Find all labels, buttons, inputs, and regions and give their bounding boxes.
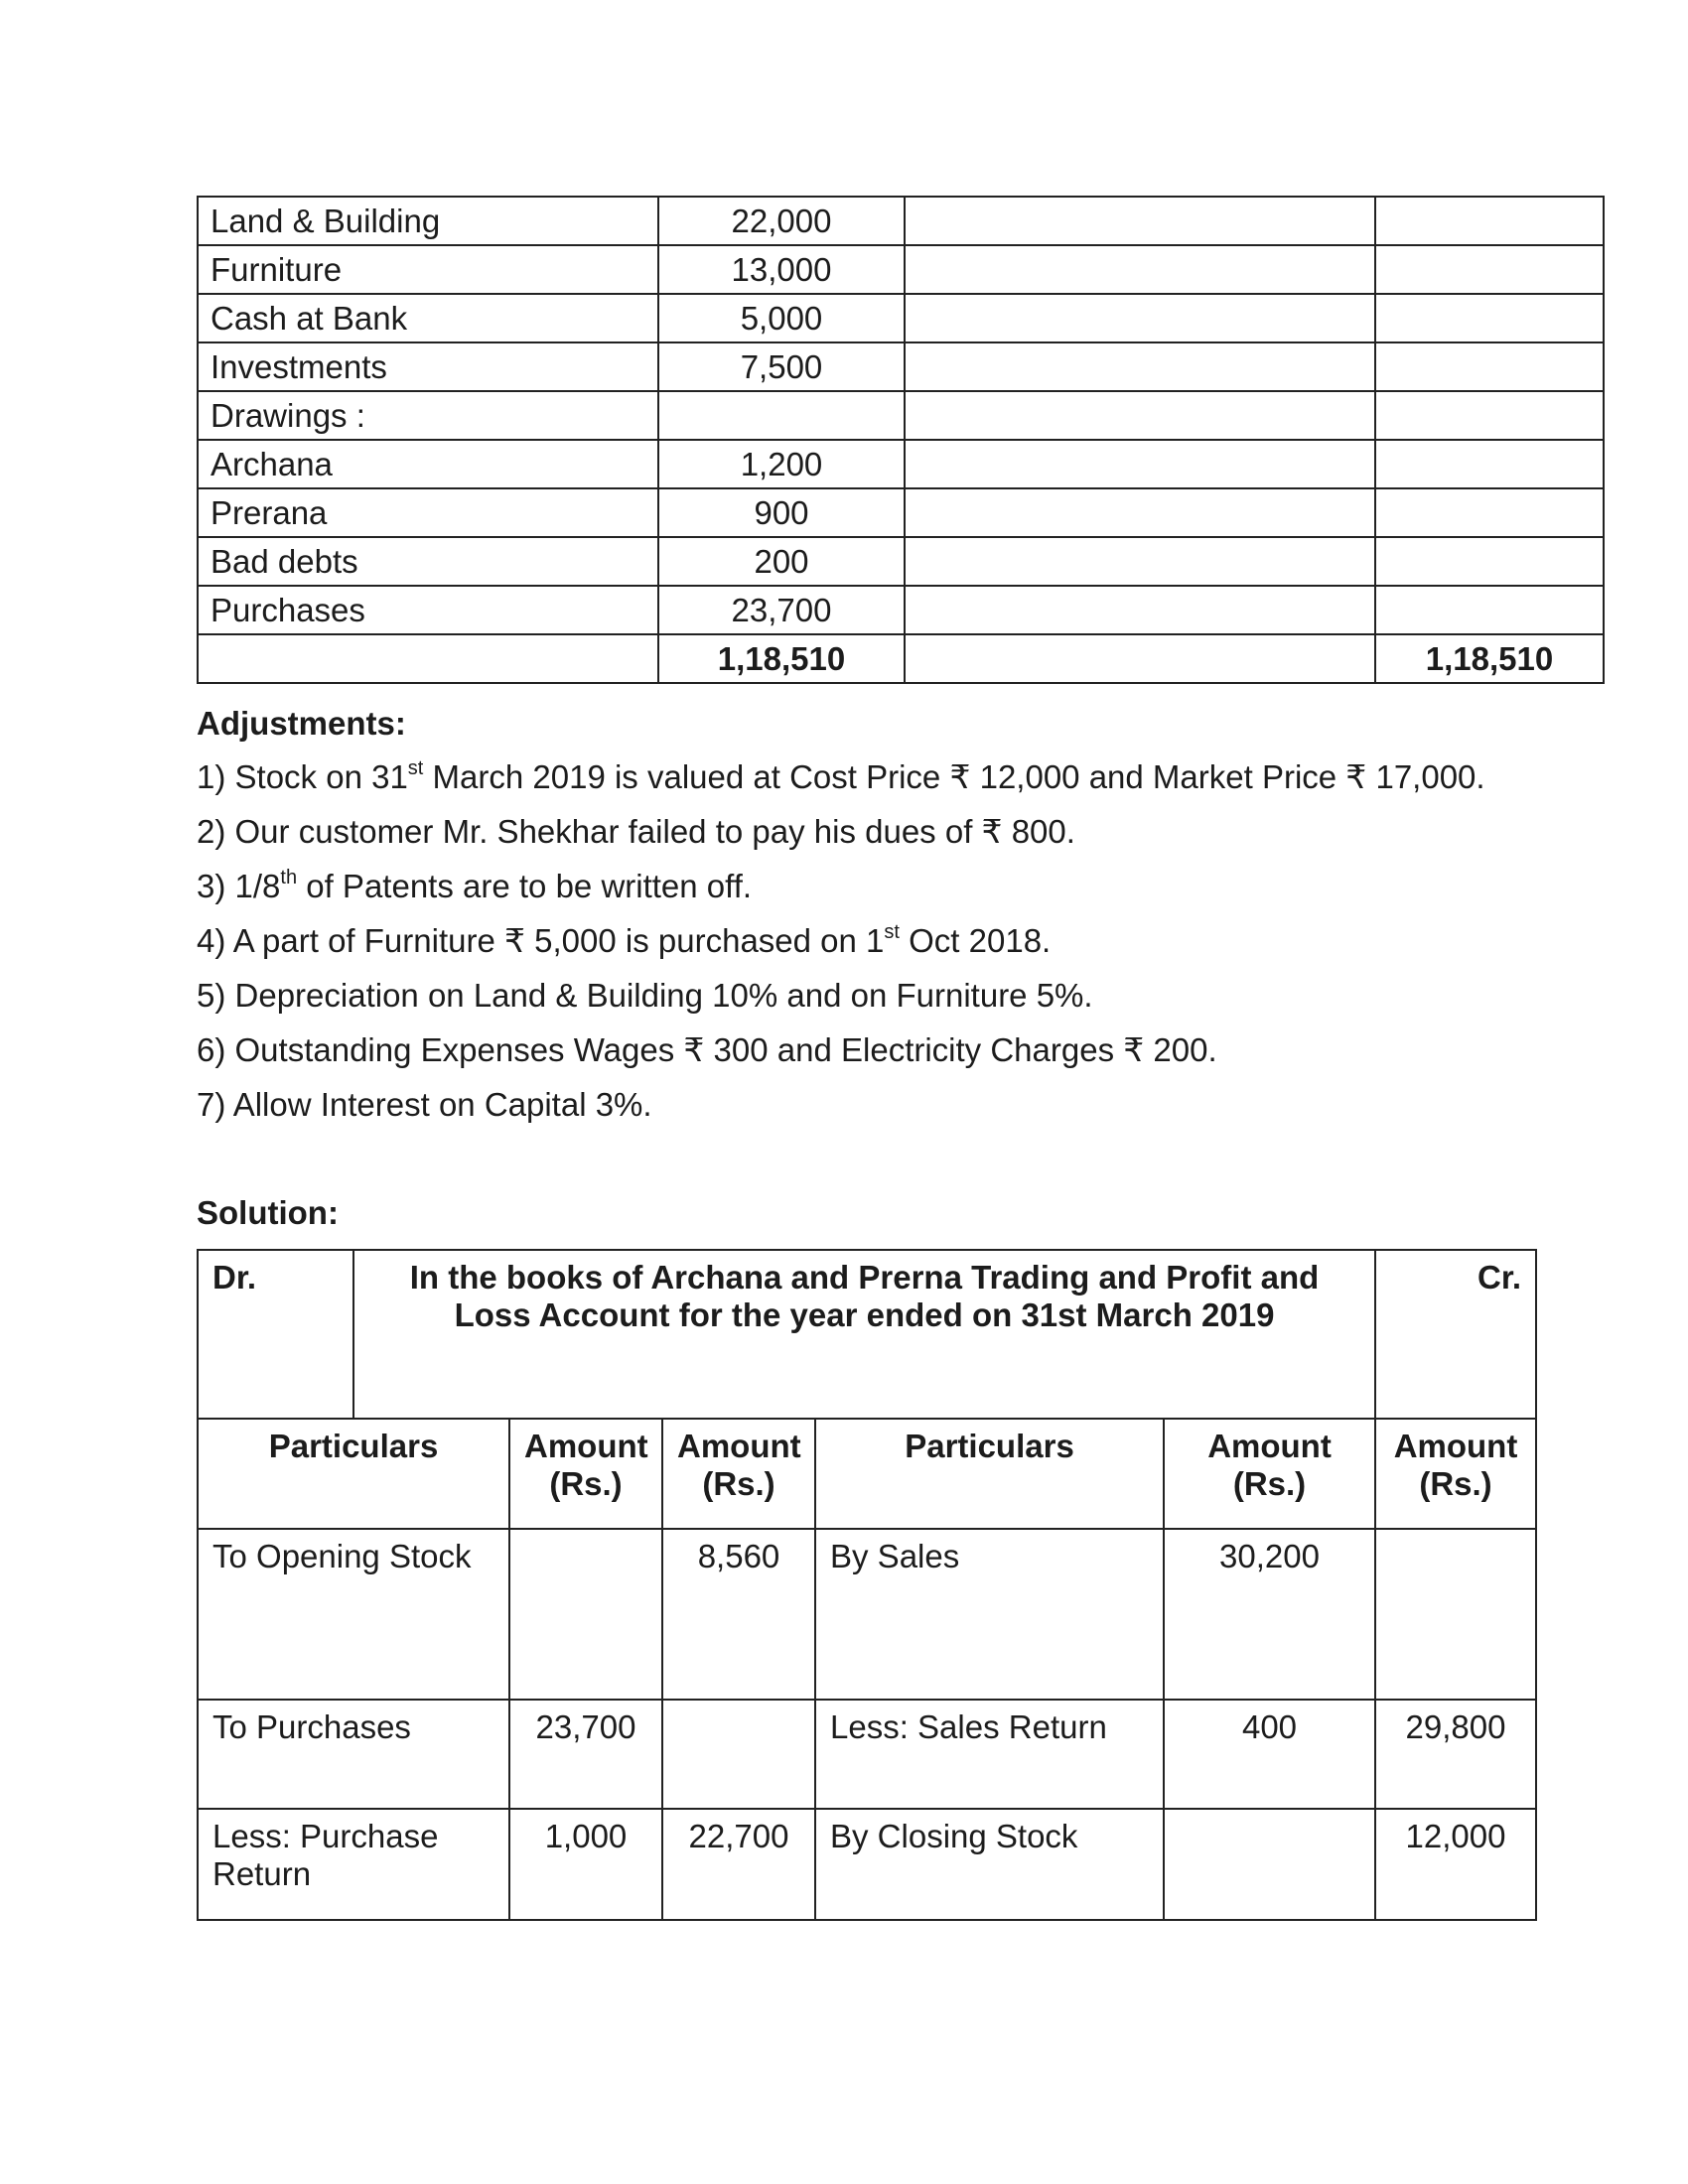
credit-particular: By Sales	[815, 1529, 1164, 1700]
debit-amount-header-2	[662, 1419, 815, 1529]
adjustment-text: 6) Outstanding Expenses Wages ₹ 300 and Electricity Charges ₹ 200.	[197, 1031, 1217, 1068]
trial-balance-table	[197, 196, 1605, 684]
adjustment-text: 2) Our customer Mr. Shekhar failed to pay his dues of ₹ 800.	[197, 813, 1075, 850]
credit-amount-1: 30,200	[1164, 1529, 1375, 1700]
debit-amount-2: 22,700	[662, 1809, 815, 1920]
adjustment-text-cont: Oct 2018.	[899, 922, 1052, 959]
tb-credit-particular	[905, 537, 1375, 586]
tb-credit-amount	[1375, 537, 1604, 586]
list-item	[197, 968, 1507, 1023]
tb-credit-particular	[905, 488, 1375, 537]
table-row	[198, 586, 1604, 634]
credit-amount-2: 29,800	[1375, 1700, 1536, 1809]
trading-pl-account	[197, 1249, 1535, 1912]
list-item	[197, 859, 1507, 913]
account-title	[353, 1250, 1375, 1419]
tb-label: Purchases	[198, 586, 658, 634]
credit-amount-2	[1375, 1529, 1536, 1700]
list-item	[197, 804, 1507, 859]
debit-amount-2	[662, 1700, 815, 1809]
debit-particular: To Opening Stock	[198, 1529, 509, 1700]
amount-label: Amount	[1207, 1428, 1332, 1464]
debit-amount-1: 1,000	[509, 1809, 662, 1920]
amount-unit: (Rs.)	[549, 1465, 623, 1502]
tb-debit-amount: 5,000	[658, 294, 905, 342]
debit-amount-1: 23,700	[509, 1700, 662, 1809]
table-row	[198, 537, 1604, 586]
account-table	[197, 1249, 1537, 1921]
adjustment-text: 4) A part of Furniture ₹ 5,000 is purchased on 1	[197, 922, 885, 959]
amount-label: Amount	[677, 1428, 801, 1464]
total-row	[198, 634, 1604, 683]
table-row	[198, 488, 1604, 537]
credit-amount-header-1	[1164, 1419, 1375, 1529]
tb-credit-particular	[905, 440, 1375, 488]
credit-amount-1: 400	[1164, 1700, 1375, 1809]
table-row	[198, 342, 1604, 391]
adjustment-text: 7) Allow Interest on Capital 3%.	[197, 1086, 652, 1123]
credit-particular: Less: Sales Return	[815, 1700, 1164, 1809]
tb-debit-amount: 13,000	[658, 245, 905, 294]
adjustments-heading: Adjustments:	[197, 705, 406, 742]
list-item	[197, 1023, 1507, 1077]
table-row	[198, 1809, 1536, 1920]
amount-unit: (Rs.)	[1232, 1465, 1307, 1502]
account-title-line-1: In the books of Archana and Prerna Trading and Profit and	[409, 1259, 1320, 1296]
table-row	[198, 245, 1604, 294]
ordinal-suffix: th	[280, 867, 298, 888]
adjustment-text-cont: March 2019 is valued at Cost Price ₹ 12,000 and Market Price ₹ 17,000.	[423, 758, 1485, 795]
tb-credit-amount	[1375, 342, 1604, 391]
tb-total-credit: 1,18,510	[1375, 634, 1604, 683]
tb-debit-amount: 900	[658, 488, 905, 537]
account-title-row	[198, 1250, 1536, 1419]
tb-credit-particular	[905, 391, 1375, 440]
debit-particular: Less: Purchase Return	[198, 1809, 509, 1920]
tb-credit-amount	[1375, 586, 1604, 634]
list-item	[197, 913, 1507, 968]
tb-debit-amount: 7,500	[658, 342, 905, 391]
debit-amount-header-1	[509, 1419, 662, 1529]
table-row	[198, 391, 1604, 440]
tb-credit-amount	[1375, 391, 1604, 440]
debit-marker: Dr.	[198, 1250, 353, 1419]
credit-particulars-header: Particulars	[815, 1419, 1164, 1529]
solution-heading: Solution:	[197, 1194, 339, 1231]
column-header-row	[198, 1419, 1536, 1529]
adjustment-text: 1) Stock on 31	[197, 758, 408, 795]
tb-total-debit: 1,18,510	[658, 634, 905, 683]
ordinal-suffix: st	[884, 921, 900, 943]
tb-credit-amount	[1375, 245, 1604, 294]
ordinal-suffix: st	[407, 757, 424, 779]
amount-label: Amount	[1393, 1428, 1518, 1464]
credit-amount-header-2	[1375, 1419, 1536, 1529]
tb-credit-particular	[905, 294, 1375, 342]
tb-credit-particular	[905, 342, 1375, 391]
amount-unit: (Rs.)	[1419, 1465, 1492, 1502]
tb-debit-amount: 1,200	[658, 440, 905, 488]
tb-credit-amount	[1375, 294, 1604, 342]
credit-amount-1	[1164, 1809, 1375, 1920]
tb-label: Furniture	[198, 245, 658, 294]
tb-label: Prerana	[198, 488, 658, 537]
amount-unit: (Rs.)	[702, 1465, 775, 1502]
debit-particulars-header: Particulars	[198, 1419, 509, 1529]
tb-label: Drawings :	[198, 391, 658, 440]
tb-label: Cash at Bank	[198, 294, 658, 342]
table-row	[198, 1529, 1536, 1700]
tb-credit-amount	[1375, 488, 1604, 537]
table-row	[198, 440, 1604, 488]
account-title-line-2: Loss Account for the year ended on 31st March 2019	[454, 1297, 1275, 1333]
debit-amount-2: 8,560	[662, 1529, 815, 1700]
tb-label: Land & Building	[198, 197, 658, 245]
adjustment-text: 3) 1/8	[197, 868, 281, 904]
table-row	[198, 197, 1604, 245]
tb-total-particular	[905, 634, 1375, 683]
list-item	[197, 750, 1507, 804]
adjustment-text: 5) Depreciation on Land & Building 10% and on Furniture 5%.	[197, 977, 1093, 1014]
tb-credit-amount	[1375, 440, 1604, 488]
tb-label: Archana	[198, 440, 658, 488]
tb-debit-amount: 22,000	[658, 197, 905, 245]
debit-particular: To Purchases	[198, 1700, 509, 1809]
tb-debit-amount: 23,700	[658, 586, 905, 634]
credit-amount-2: 12,000	[1375, 1809, 1536, 1920]
tb-credit-particular	[905, 245, 1375, 294]
adjustment-text-cont: of Patents are to be written off.	[297, 868, 753, 904]
list-item	[197, 1077, 1507, 1132]
table-row	[198, 294, 1604, 342]
tb-credit-particular	[905, 586, 1375, 634]
tb-total-label	[198, 634, 658, 683]
credit-marker: Cr.	[1375, 1250, 1536, 1419]
table-row	[198, 1700, 1536, 1809]
amount-label: Amount	[524, 1428, 648, 1464]
debit-amount-1	[509, 1529, 662, 1700]
tb-debit-amount	[658, 391, 905, 440]
tb-label: Investments	[198, 342, 658, 391]
tb-debit-amount: 200	[658, 537, 905, 586]
adjustments-list	[197, 750, 1507, 1132]
tb-label: Bad debts	[198, 537, 658, 586]
tb-credit-particular	[905, 197, 1375, 245]
credit-particular: By Closing Stock	[815, 1809, 1164, 1920]
tb-credit-amount	[1375, 197, 1604, 245]
